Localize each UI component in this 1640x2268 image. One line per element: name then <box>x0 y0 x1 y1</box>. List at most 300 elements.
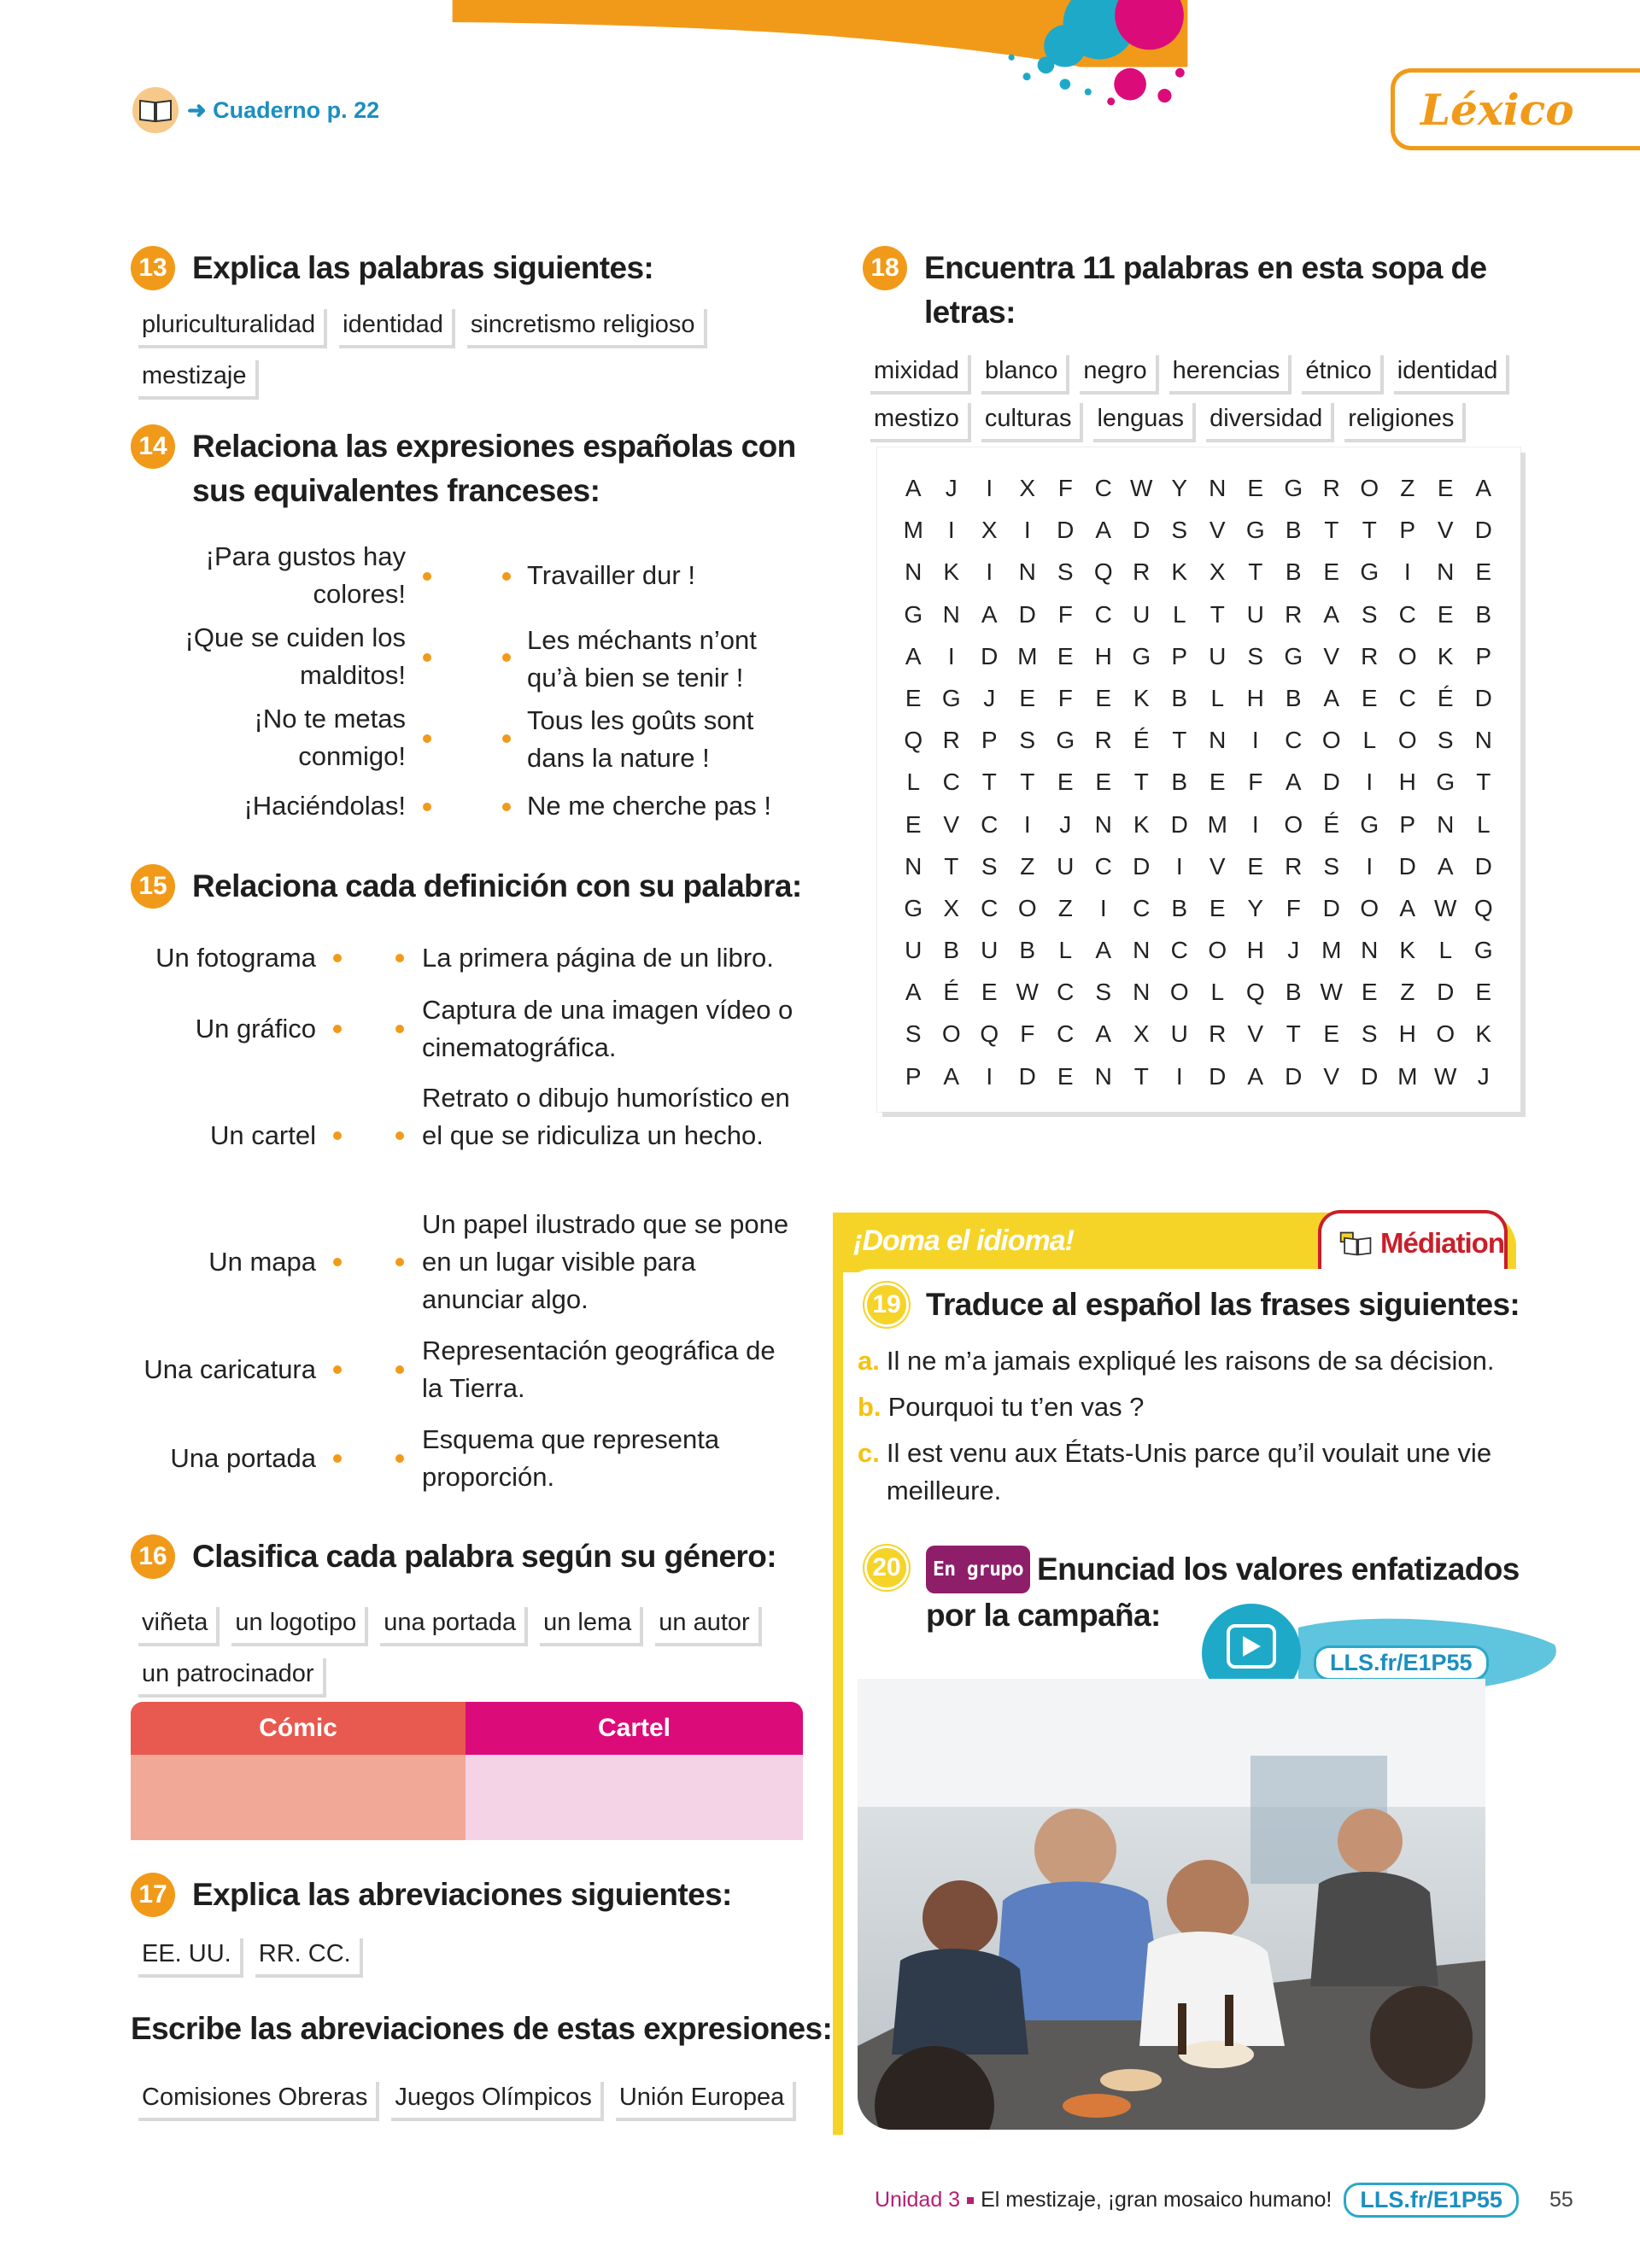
grid-letter[interactable]: R <box>1361 642 1379 669</box>
grid-letter[interactable]: D <box>1398 852 1416 880</box>
exercise-16-chips <box>135 1604 784 1694</box>
grid-letter[interactable]: L <box>1210 684 1225 711</box>
grid-letter[interactable]: O <box>1436 1020 1456 1048</box>
grid-letter[interactable]: E <box>1095 684 1112 711</box>
grid-letter[interactable]: U <box>981 937 999 964</box>
grid-letter[interactable]: G <box>1360 558 1379 586</box>
word-chip: religiones <box>1341 400 1462 439</box>
grid-letter[interactable]: T <box>944 852 959 880</box>
grid-letter[interactable]: E <box>905 684 922 711</box>
grid-letter[interactable]: N <box>1209 727 1227 754</box>
grid-letter[interactable]: A <box>1399 894 1416 921</box>
grid-letter[interactable]: H <box>1398 1020 1416 1048</box>
grid-letter[interactable]: É <box>943 979 960 1006</box>
grid-letter[interactable]: V <box>1323 642 1340 669</box>
grid-letter[interactable]: D <box>1322 894 1340 921</box>
exercise-17-chips-2 <box>135 2078 801 2118</box>
grid-letter[interactable]: O <box>941 1020 961 1048</box>
grid-letter[interactable]: E <box>1323 558 1340 586</box>
match-dot[interactable] <box>423 803 431 811</box>
grid-letter[interactable]: I <box>986 558 993 586</box>
grid-letter[interactable]: G <box>904 600 923 628</box>
grid-letter[interactable]: L <box>1438 937 1453 964</box>
grid-letter[interactable]: O <box>1360 894 1379 921</box>
grid-letter[interactable]: I <box>1366 852 1374 880</box>
grid-letter[interactable]: Z <box>1057 894 1073 921</box>
grid-letter[interactable]: D <box>1285 1062 1303 1090</box>
grid-letter[interactable]: J <box>1059 810 1072 838</box>
grid-letter[interactable]: C <box>1094 852 1112 880</box>
match-dot[interactable] <box>333 1258 342 1266</box>
grid-letter[interactable]: E <box>1361 979 1378 1006</box>
grid-letter[interactable]: B <box>1285 517 1302 544</box>
exercise-number: 19 <box>864 1283 909 1327</box>
exercise-number: 14 <box>131 424 175 469</box>
grid-letter[interactable]: I <box>1099 894 1107 921</box>
family-photo <box>858 1679 1485 2130</box>
grid-letter[interactable]: P <box>1171 642 1188 669</box>
grid-letter[interactable]: O <box>1321 727 1341 754</box>
grid-letter[interactable]: U <box>905 937 922 964</box>
grid-letter[interactable]: U <box>1170 1020 1188 1048</box>
grid-letter[interactable]: T <box>981 769 997 796</box>
definition: Captura de una imagen vídeo o cinematográfica. <box>422 995 794 1062</box>
grid-letter[interactable]: E <box>1247 852 1264 880</box>
word-term: Una portada <box>170 1443 316 1473</box>
grid-letter[interactable]: N <box>1133 937 1151 964</box>
grid-letter[interactable]: S <box>905 1020 922 1048</box>
grid-letter[interactable]: Z <box>1400 475 1415 501</box>
grid-letter[interactable]: R <box>1322 475 1340 501</box>
grid-letter[interactable]: D <box>1133 517 1151 544</box>
grid-letter[interactable]: E <box>1247 475 1264 501</box>
grid-letter[interactable]: A <box>1475 475 1492 501</box>
grid-letter[interactable]: U <box>1246 600 1264 628</box>
grid-letter[interactable]: B <box>1285 979 1302 1006</box>
grid-letter[interactable]: L <box>1172 600 1186 628</box>
grid-letter[interactable]: M <box>903 517 923 544</box>
grid-letter[interactable]: P <box>905 1062 922 1090</box>
grid-letter[interactable]: C <box>1057 979 1075 1006</box>
grid-letter[interactable]: E <box>1057 642 1074 669</box>
grid-letter[interactable]: I <box>947 642 955 669</box>
grid-letter[interactable]: A <box>943 1062 960 1090</box>
grid-letter[interactable]: O <box>1284 810 1303 838</box>
title-line: letras: <box>924 295 1016 330</box>
grid-letter[interactable]: H <box>1246 937 1264 964</box>
grid-letter[interactable]: S <box>1437 727 1454 754</box>
grid-letter[interactable]: T <box>1248 558 1263 586</box>
match-dot[interactable] <box>395 1131 404 1140</box>
grid-letter[interactable]: M <box>1397 1062 1418 1090</box>
grid-letter[interactable]: E <box>981 979 998 1006</box>
grid-letter[interactable]: C <box>1094 475 1112 501</box>
table-cell-comic[interactable] <box>131 1755 466 1840</box>
grid-letter[interactable]: N <box>1437 558 1455 586</box>
grid-letter[interactable]: K <box>943 558 960 586</box>
grid-letter[interactable]: F <box>1057 475 1073 501</box>
grid-letter[interactable]: N <box>942 600 960 628</box>
grid-letter[interactable]: G <box>1245 517 1265 544</box>
match-dot[interactable] <box>333 1025 342 1033</box>
grid-letter[interactable]: A <box>1095 517 1112 544</box>
grid-letter[interactable]: G <box>941 684 961 711</box>
grid-letter[interactable]: C <box>1133 894 1151 921</box>
grid-letter[interactable]: D <box>1474 684 1492 711</box>
grid-letter[interactable]: Q <box>1473 894 1493 921</box>
grid-letter[interactable]: B <box>1285 558 1302 586</box>
grid-letter[interactable]: K <box>1399 937 1416 964</box>
grid-letter[interactable]: E <box>905 810 922 838</box>
match-dot[interactable] <box>395 1365 404 1374</box>
grid-letter[interactable]: E <box>1361 684 1378 711</box>
grid-letter[interactable]: Q <box>904 727 923 754</box>
grid-letter[interactable]: I <box>1023 810 1031 838</box>
grid-letter[interactable]: U <box>1209 642 1227 669</box>
grid-letter[interactable]: R <box>1285 852 1303 880</box>
grid-letter[interactable]: T <box>1133 1062 1149 1090</box>
match-dot[interactable] <box>395 1454 404 1463</box>
grid-letter[interactable]: N <box>905 558 922 586</box>
grid-letter[interactable]: G <box>1360 810 1379 838</box>
grid-letter[interactable]: R <box>1094 727 1112 754</box>
grid-letter[interactable]: H <box>1094 642 1112 669</box>
word-search-grid[interactable] <box>894 475 1502 1105</box>
grid-letter[interactable]: C <box>1398 684 1416 711</box>
grid-letter[interactable]: A <box>905 979 922 1006</box>
grid-letter[interactable]: Q <box>980 1020 999 1048</box>
grid-letter[interactable]: S <box>1361 1020 1378 1048</box>
grid-letter[interactable]: A <box>1323 600 1340 628</box>
match-dot[interactable] <box>395 1258 404 1266</box>
grid-letter[interactable]: É <box>1437 684 1454 711</box>
workbook-icon <box>132 87 179 133</box>
grid-letter[interactable]: X <box>1019 475 1036 501</box>
grid-letter[interactable]: A <box>905 475 922 501</box>
grid-letter[interactable]: C <box>1057 1020 1075 1048</box>
grid-letter[interactable]: S <box>1323 852 1340 880</box>
grid-letter[interactable]: J <box>945 475 958 501</box>
grid-letter[interactable]: X <box>1209 558 1226 586</box>
grid-letter[interactable]: T <box>1210 600 1225 628</box>
grid-letter[interactable]: E <box>1209 894 1226 921</box>
grid-letter[interactable]: C <box>1285 727 1303 754</box>
grid-letter[interactable]: S <box>1361 600 1378 628</box>
grid-letter[interactable]: V <box>1209 852 1226 880</box>
grid-letter[interactable]: A <box>1323 684 1340 711</box>
grid-letter[interactable]: C <box>981 894 999 921</box>
match-dot[interactable] <box>502 803 511 811</box>
grid-letter[interactable]: O <box>1017 894 1037 921</box>
grid-letter[interactable]: G <box>904 894 923 921</box>
grid-letter[interactable]: V <box>1437 517 1454 544</box>
cuaderno-reference[interactable] <box>132 87 379 133</box>
grid-letter[interactable]: V <box>943 810 960 838</box>
grid-letter[interactable]: A <box>905 642 922 669</box>
grid-letter[interactable]: A <box>1095 1020 1112 1048</box>
grid-letter[interactable]: C <box>1094 600 1112 628</box>
grid-letter[interactable]: G <box>1132 642 1151 669</box>
grid-letter[interactable]: K <box>1437 642 1454 669</box>
grid-letter[interactable]: E <box>1437 600 1454 628</box>
grid-letter[interactable]: S <box>1247 642 1264 669</box>
grid-letter[interactable]: R <box>1285 600 1303 628</box>
grid-letter[interactable]: S <box>1171 517 1188 544</box>
grid-letter[interactable]: I <box>1175 852 1183 880</box>
match-dot[interactable] <box>395 954 404 962</box>
grid-letter[interactable]: L <box>1058 937 1073 964</box>
grid-letter[interactable]: E <box>1095 769 1112 796</box>
grid-letter[interactable]: C <box>942 769 960 796</box>
word-chip: lenguas <box>1090 400 1192 439</box>
grid-letter[interactable]: A <box>981 600 998 628</box>
grid-letter[interactable]: N <box>1094 810 1112 838</box>
grid-letter[interactable]: L <box>906 769 921 796</box>
grid-letter[interactable]: N <box>1094 1062 1112 1090</box>
grid-letter[interactable]: S <box>1057 558 1074 586</box>
word-chip: Comisiones Obreras <box>135 2078 376 2118</box>
grid-letter[interactable]: P <box>1399 517 1416 544</box>
match-dot[interactable] <box>333 954 342 962</box>
grid-letter[interactable]: U <box>1133 600 1151 628</box>
grid-letter[interactable]: Y <box>1247 894 1264 921</box>
title-line: sus equivalentes franceses: <box>192 473 600 508</box>
grid-letter[interactable]: F <box>1057 600 1073 628</box>
grid-letter[interactable]: R <box>1209 1020 1227 1048</box>
grid-letter[interactable]: B <box>1171 684 1188 711</box>
grid-letter[interactable]: K <box>1133 684 1150 711</box>
grid-letter[interactable]: V <box>1323 1062 1340 1090</box>
match-dot[interactable] <box>423 653 431 662</box>
match-dot[interactable] <box>502 653 511 662</box>
grid-letter[interactable]: A <box>1095 937 1112 964</box>
grid-letter[interactable]: N <box>1437 810 1455 838</box>
item-letter: c. <box>858 1438 880 1468</box>
grid-letter[interactable]: D <box>1018 600 1036 628</box>
title-line <box>926 1546 1520 1593</box>
grid-letter[interactable]: V <box>1247 1020 1264 1048</box>
grid-letter[interactable]: T <box>1324 517 1339 544</box>
grid-letter[interactable]: M <box>1321 937 1342 964</box>
grid-letter[interactable]: O <box>1208 937 1227 964</box>
grid-letter[interactable]: B <box>943 937 960 964</box>
exercise-title: Relaciona cada definición con su palabra: <box>192 868 802 903</box>
expression-es: ¡Que se cuiden los malditos! <box>184 623 406 690</box>
grid-letter[interactable]: N <box>1133 979 1151 1006</box>
grid-letter[interactable]: A <box>1437 852 1454 880</box>
play-icon[interactable] <box>1227 1624 1276 1669</box>
grid-letter[interactable]: D <box>1170 810 1188 838</box>
grid-letter[interactable]: W <box>1320 979 1343 1006</box>
match-dot[interactable] <box>333 1131 342 1140</box>
footer-link[interactable]: LLS.fr/E1P55 <box>1344 2183 1519 2218</box>
grid-letter[interactable]: J <box>1477 1062 1490 1090</box>
grid-letter[interactable]: B <box>1019 937 1036 964</box>
grid-letter[interactable]: T <box>1020 769 1035 796</box>
grid-letter[interactable]: E <box>1323 1020 1340 1048</box>
grid-letter[interactable]: É <box>1323 810 1340 838</box>
footer-title: El mestizaje, ¡gran mosaico humano! <box>981 2188 1332 2212</box>
grid-letter[interactable]: L <box>1210 979 1225 1006</box>
grid-letter[interactable]: E <box>1475 979 1492 1006</box>
grid-letter[interactable]: D <box>1057 517 1075 544</box>
grid-letter[interactable]: T <box>1133 769 1149 796</box>
grid-letter[interactable]: L <box>1476 810 1491 838</box>
grid-letter[interactable]: N <box>1209 475 1227 501</box>
word-term: Un fotograma <box>155 943 316 973</box>
grid-letter[interactable]: D <box>1474 517 1492 544</box>
mediation-side-bar <box>833 1213 843 2135</box>
grid-letter[interactable]: E <box>1057 1062 1074 1090</box>
grid-letter[interactable]: I <box>986 1062 993 1090</box>
grid-letter[interactable]: O <box>1169 979 1189 1006</box>
expression-es: ¡No te metas conmigo! <box>254 704 406 771</box>
grid-letter[interactable]: W <box>1130 475 1153 501</box>
grid-letter[interactable]: C <box>1170 937 1188 964</box>
grid-letter[interactable]: Q <box>1093 558 1113 586</box>
grid-letter[interactable]: F <box>1286 894 1301 921</box>
grid-letter[interactable]: M <box>1207 810 1227 838</box>
grid-letter[interactable]: J <box>1287 937 1300 964</box>
word-chip: mixidad <box>867 352 968 391</box>
grid-letter[interactable]: W <box>1016 979 1039 1006</box>
grid-letter[interactable]: D <box>981 642 999 669</box>
grid-letter[interactable]: T <box>1362 517 1377 544</box>
grid-letter[interactable]: F <box>1057 684 1073 711</box>
grid-letter[interactable]: I <box>1175 1062 1183 1090</box>
grid-letter[interactable]: I <box>947 517 955 544</box>
grid-letter[interactable]: A <box>1285 769 1302 796</box>
grid-letter[interactable]: R <box>1133 558 1151 586</box>
grid-letter[interactable]: U <box>1057 852 1075 880</box>
grid-letter[interactable]: X <box>981 517 998 544</box>
grid-letter[interactable]: X <box>1133 1020 1150 1048</box>
match-dot[interactable] <box>502 572 511 581</box>
grid-letter[interactable]: K <box>1171 558 1188 586</box>
grid-letter[interactable]: E <box>1057 769 1074 796</box>
grid-letter[interactable]: G <box>1056 727 1075 754</box>
grid-letter[interactable]: V <box>1209 517 1226 544</box>
grid-letter[interactable]: B <box>1171 894 1188 921</box>
grid-letter[interactable]: M <box>1017 642 1038 669</box>
grid-letter[interactable]: O <box>1360 475 1379 501</box>
match-dot[interactable] <box>423 734 431 743</box>
grid-letter[interactable]: I <box>986 475 993 501</box>
grid-letter[interactable]: B <box>1171 769 1188 796</box>
match-dot[interactable] <box>502 734 511 743</box>
grid-letter[interactable]: E <box>1437 475 1454 501</box>
match-dot[interactable] <box>395 1025 404 1033</box>
grid-letter[interactable]: S <box>1095 979 1112 1006</box>
grid-letter[interactable]: Z <box>1020 852 1035 880</box>
footer-separator <box>967 2197 974 2204</box>
match-dot[interactable] <box>333 1365 342 1374</box>
grid-letter[interactable]: H <box>1246 684 1264 711</box>
grid-letter[interactable]: E <box>1209 769 1226 796</box>
grid-letter[interactable]: N <box>1018 558 1036 586</box>
video-link[interactable]: LLS.fr/E1P55 <box>1314 1645 1489 1681</box>
grid-letter[interactable]: J <box>983 684 996 711</box>
grid-letter[interactable]: I <box>1023 517 1031 544</box>
grid-letter[interactable]: R <box>942 727 960 754</box>
table-cell-cartel[interactable] <box>466 1755 803 1840</box>
grid-letter[interactable]: D <box>1437 979 1455 1006</box>
exercise-number: 15 <box>131 864 175 909</box>
grid-letter[interactable]: S <box>1019 727 1036 754</box>
grid-letter[interactable]: D <box>1322 769 1340 796</box>
grid-letter[interactable]: G <box>1436 769 1456 796</box>
grid-letter[interactable]: Y <box>1171 475 1188 501</box>
grid-letter[interactable]: E <box>1475 558 1492 586</box>
grid-letter[interactable]: K <box>1475 1020 1492 1048</box>
grid-letter[interactable]: I <box>1251 810 1259 838</box>
grid-letter[interactable]: D <box>1361 1062 1379 1090</box>
grid-letter[interactable]: K <box>1133 810 1150 838</box>
word-chip: culturas <box>978 400 1081 439</box>
grid-letter[interactable]: N <box>1361 937 1379 964</box>
grid-letter[interactable]: P <box>1399 810 1416 838</box>
grid-letter[interactable]: H <box>1398 769 1416 796</box>
grid-letter[interactable]: S <box>981 852 998 880</box>
grid-letter[interactable]: I <box>1366 769 1374 796</box>
grid-letter[interactable]: B <box>1475 600 1492 628</box>
grid-letter[interactable]: Q <box>1245 979 1265 1006</box>
grid-letter[interactable]: O <box>1397 727 1417 754</box>
match-dot[interactable] <box>423 572 431 581</box>
word-chip: identidad <box>336 306 452 345</box>
grid-letter[interactable]: O <box>1397 642 1417 669</box>
grid-letter[interactable]: G <box>1473 937 1493 964</box>
word-chip: diversidad <box>1203 400 1331 439</box>
grid-letter[interactable]: I <box>1403 558 1411 586</box>
grid-letter[interactable]: A <box>1247 1062 1264 1090</box>
grid-letter[interactable]: W <box>1434 1062 1457 1090</box>
grid-letter[interactable]: P <box>1475 642 1492 669</box>
grid-letter[interactable]: I <box>1251 727 1259 754</box>
grid-letter[interactable]: D <box>1209 1062 1227 1090</box>
grid-letter[interactable]: T <box>1476 769 1491 796</box>
grid-letter[interactable]: F <box>1248 769 1263 796</box>
grid-letter[interactable]: D <box>1133 852 1151 880</box>
exercise-number: 16 <box>131 1534 175 1579</box>
grid-letter[interactable]: Z <box>1400 979 1415 1006</box>
expression-es: ¡Para gustos hay colores! <box>205 541 406 609</box>
definition: Un papel ilustrado que se pone en un lugar visible para anunciar algo. <box>422 1209 789 1314</box>
grid-letter[interactable]: C <box>1398 600 1416 628</box>
grid-letter[interactable]: N <box>905 852 922 880</box>
grid-letter[interactable]: C <box>981 810 999 838</box>
grid-letter[interactable]: W <box>1434 894 1457 921</box>
grid-letter[interactable]: X <box>943 894 960 921</box>
word-chip: viñeta <box>135 1604 216 1643</box>
grid-letter[interactable]: L <box>1362 727 1377 754</box>
grid-letter[interactable]: E <box>1019 684 1036 711</box>
grid-letter[interactable]: B <box>1285 684 1302 711</box>
grid-letter[interactable]: F <box>1020 1020 1035 1048</box>
grid-letter[interactable]: D <box>1474 852 1492 880</box>
grid-letter[interactable]: P <box>981 727 998 754</box>
grid-letter[interactable]: É <box>1133 727 1150 754</box>
grid-letter[interactable]: T <box>1172 727 1187 754</box>
grid-letter[interactable]: N <box>1474 727 1492 754</box>
grid-letter[interactable]: D <box>1018 1062 1036 1090</box>
match-dot[interactable] <box>333 1454 342 1463</box>
exercise-15-header <box>131 864 802 909</box>
grid-letter[interactable]: G <box>1284 475 1303 501</box>
grid-letter[interactable]: G <box>1284 642 1303 669</box>
group-badge: En grupo <box>926 1546 1030 1593</box>
grid-letter[interactable]: T <box>1286 1020 1301 1048</box>
